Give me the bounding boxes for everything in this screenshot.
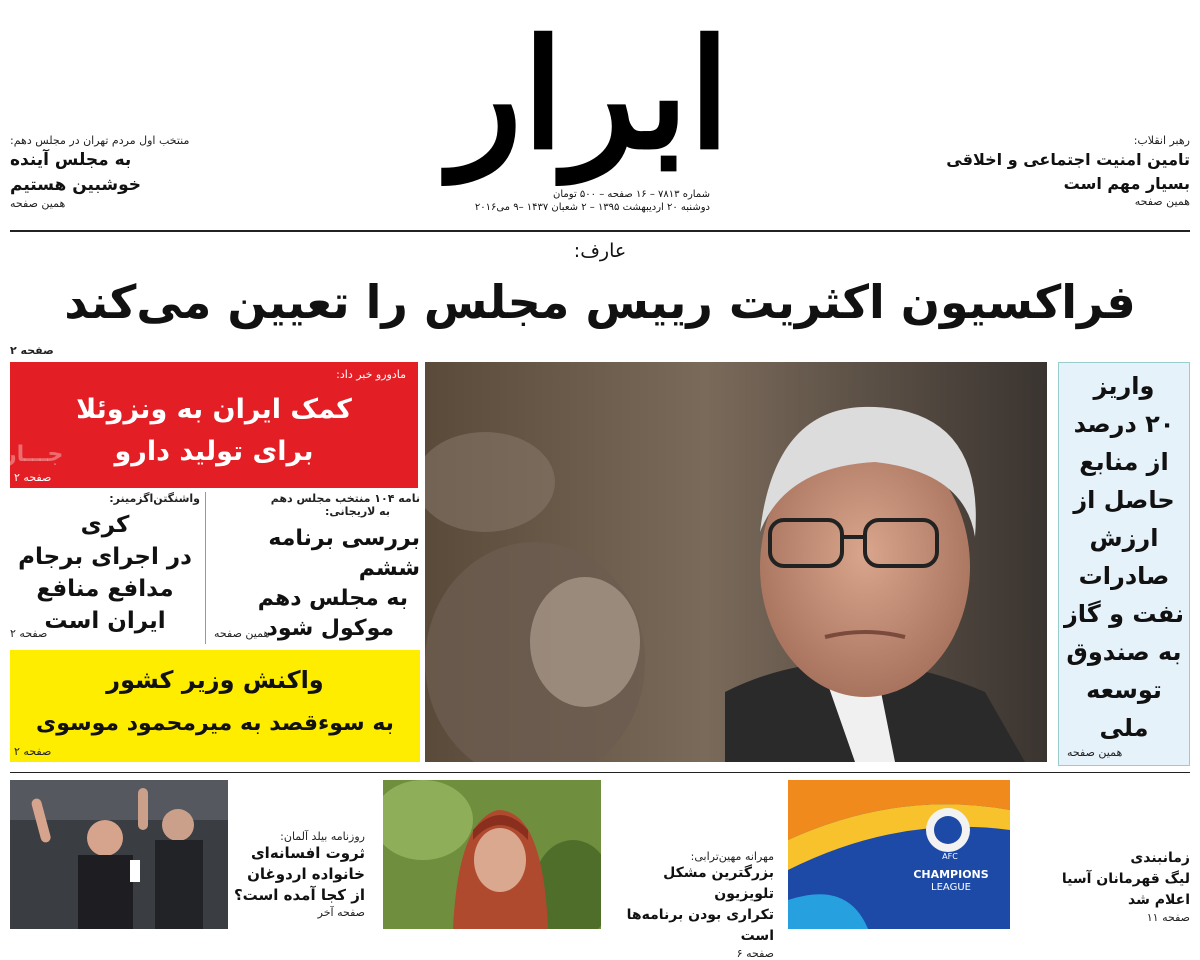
- story-line: تکراری بودن برنامه‌ها است: [626, 907, 774, 944]
- story-line: از منابع: [1079, 448, 1169, 476]
- story-line: از کجا آمده است؟: [233, 886, 365, 904]
- mid-story[interactable]: [208, 492, 420, 644]
- story-line: ایران است: [44, 608, 166, 634]
- teaser-line: به مجلس آینده: [10, 150, 132, 170]
- bottom-right-photo: [788, 780, 1010, 929]
- story-line: لیگ قهرمانان آسیا: [1061, 871, 1190, 887]
- page-ref: صفحه آخر: [317, 906, 365, 919]
- teaser-kicker: رهبر انقلاب:: [1133, 134, 1190, 147]
- story-line: حاصل از: [1073, 486, 1175, 514]
- top-right-teaser[interactable]: [940, 134, 1190, 208]
- red-line: برای تولید دارو: [114, 436, 314, 467]
- story-line: بزرگترین مشکل تلویزیون: [663, 865, 774, 902]
- page-ref: صفحه ۲: [14, 471, 52, 484]
- teaser-line: تامین امنیت اجتماعی و اخلاقی: [946, 150, 1190, 169]
- page-ref: همین صفحه: [1134, 195, 1190, 208]
- crowd-illustration: [10, 780, 228, 929]
- page-ref: صفحه ۱۱: [1146, 911, 1190, 924]
- page-ref: همین صفحه: [1067, 746, 1123, 759]
- blue-box-story[interactable]: [1058, 362, 1190, 766]
- bottom-mid-story[interactable]: [604, 850, 774, 960]
- story-kicker: مهرانه مهین‌ترابی:: [690, 850, 774, 863]
- story-line: صادرات: [1078, 562, 1170, 590]
- main-photo: [425, 362, 1047, 762]
- afc-text: CHAMPIONS: [913, 868, 989, 881]
- story-line: خانواده اردوغان: [247, 865, 365, 883]
- teaser-line: خوشبین هستیم: [10, 175, 142, 195]
- red-kicker: مادورو خبر داد:: [336, 368, 406, 381]
- issue-info: [440, 188, 710, 214]
- red-line: کمک ایران به ونزوئلا: [76, 394, 352, 425]
- story-line: اعلام شد: [1128, 892, 1190, 908]
- story-line: توسعه ملی: [1086, 676, 1162, 742]
- red-box-story[interactable]: [4, 362, 418, 488]
- column-divider: [205, 492, 206, 644]
- story-line: در اجرای برجام: [18, 544, 192, 570]
- bottom-mid-photo: [383, 780, 601, 929]
- bottom-left-story[interactable]: [230, 830, 365, 919]
- watermark: جـــار: [4, 442, 64, 467]
- page-ref: صفحه ۲: [10, 627, 48, 640]
- actress-illustration: [383, 780, 601, 929]
- afc-text: LEAGUE: [931, 882, 971, 893]
- yellow-line: واکنش وزیر کشور: [106, 666, 324, 694]
- main-page-ref: صفحه ۲: [10, 344, 54, 357]
- masthead-title: ابرار: [449, 7, 731, 183]
- afc-text: AFC: [942, 852, 958, 861]
- portrait-illustration: [425, 362, 1047, 762]
- issue-line-1: شماره ۷۸۱۳ – ۱۶ صفحه – ۵۰۰ تومان: [553, 189, 710, 200]
- story-line: مدافع منافع: [36, 576, 174, 602]
- afc-logo-illustration: [788, 780, 1010, 929]
- story-line: کری: [80, 512, 130, 538]
- story-kicker: روزنامه بیلد آلمان:: [280, 830, 365, 843]
- left-story[interactable]: [10, 492, 200, 644]
- masthead-divider: [10, 230, 1190, 232]
- story-line: نفت و گاز: [1063, 600, 1185, 628]
- story-line: ثروت افسانه‌ای: [250, 844, 365, 862]
- story-line: ۲۰ درصد: [1073, 410, 1175, 438]
- story-line: به صندوق: [1066, 638, 1182, 666]
- bottom-right-story[interactable]: [1015, 848, 1190, 924]
- main-kicker: عارف:: [573, 240, 627, 262]
- story-line: بررسی برنامه ششم: [268, 526, 420, 581]
- main-headline[interactable]: فراکسیون اکثریت رییس مجلس را تعیین می‌کند: [64, 275, 1136, 329]
- page-ref: همین صفحه: [10, 197, 66, 210]
- top-left-teaser[interactable]: [10, 134, 230, 210]
- bottom-divider: [10, 772, 1190, 773]
- story-kicker: به لاریجانی:: [324, 505, 390, 518]
- story-line: زمانبندی: [1130, 850, 1190, 866]
- yellow-box-story[interactable]: [10, 650, 420, 762]
- story-line: به مجلس دهم: [257, 586, 408, 611]
- issue-line-2: دوشنبه ۲۰ اردیبهشت ۱۳۹۵ – ۲ شعبان ۱۴۳۷ –۹ می۲۰۱۶: [474, 202, 710, 213]
- story-kicker: نامه ۱۰۴ منتخب مجلس دهم: [270, 492, 420, 505]
- story-line: واریز: [1093, 372, 1155, 400]
- story-line: موکول شود: [266, 616, 394, 641]
- yellow-line: به سوءقصد به میرمحمود موسوی: [36, 711, 394, 736]
- page-ref: صفحه ۲: [14, 745, 52, 758]
- story-kicker: واشنگتن‌اگزمینر:: [109, 492, 200, 505]
- teaser-line: بسیار مهم است: [1063, 174, 1190, 193]
- page-ref: همین صفحه: [214, 627, 270, 640]
- bottom-left-photo: [10, 780, 228, 929]
- page-ref: صفحه ۶: [736, 947, 774, 960]
- story-line: ارزش: [1089, 524, 1159, 552]
- teaser-kicker: منتخب اول مردم تهران در مجلس دهم:: [10, 134, 190, 147]
